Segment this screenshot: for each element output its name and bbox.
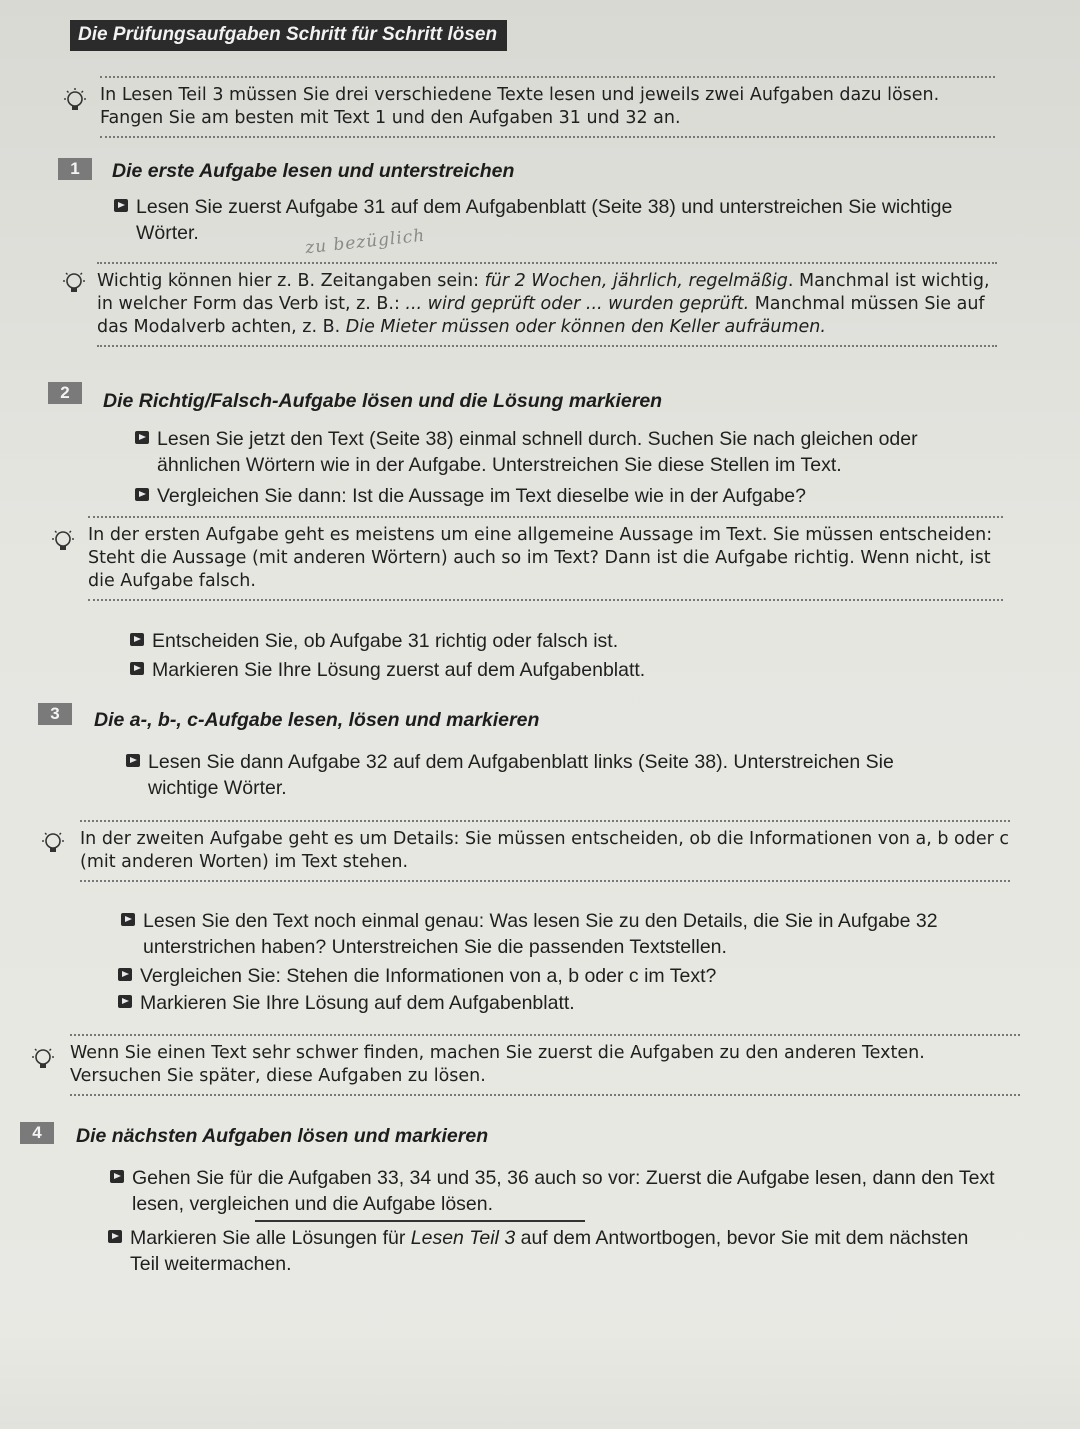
tip-intro (100, 76, 995, 138)
step-2-2 (157, 483, 957, 509)
section-title-3: Die a-, b-, c-Aufgabe lesen, lösen und markieren (94, 709, 540, 731)
tip-4-text: Wenn Sie einen Text sehr schwer finden, machen Sie zuerst die Aufgaben zu den anderen Texten. Versuchen Sie später, diese Aufgaben zu lösen. (70, 1043, 925, 1086)
tip-2-text: In der ersten Aufgabe geht es meistens um eine allgemeine Aussage im Text. Sie müssen entscheiden: Steht die Aussage (mit anderen Wörtern) auch so im Text? Dann ist die Aufgabe richtig. Wenn nicht, ist die Aufgabe falsch. (88, 525, 993, 591)
tip-1-part: Manchmal müssen Sie auf das Modalverb achten, z. B. (97, 294, 985, 337)
tip-3 (80, 820, 1010, 882)
step-1-1 (136, 194, 986, 246)
step-text: Markieren Sie Ihre Lösung auf dem Aufgabenblatt. (140, 992, 575, 1014)
step-2-3 (152, 628, 952, 654)
arrow-icon (110, 1170, 124, 1183)
arrow-icon (121, 913, 135, 926)
tip-3-text: In der zweiten Aufgabe geht es um Details: Sie müssen entscheiden, ob die Informationen von a, b oder c (mit anderen Worten) im Text stehen. (80, 829, 1009, 872)
tip-1-part: Wichtig können hier z. B. Zeitangaben sein: (97, 271, 485, 291)
step-text: Lesen Sie den Text noch einmal genau: Was lesen Sie zu den Details, die Sie in Aufgabe 32 unterstrichen haben? Unterstreichen Sie die passenden Textstellen. (143, 910, 938, 958)
arrow-icon (135, 488, 149, 501)
section-title-1: Die erste Aufgabe lesen und unterstreichen (112, 160, 515, 182)
handwritten-note: zu bezüglich (304, 225, 427, 259)
lightbulb-icon (40, 830, 66, 856)
tip-1-example: Die Mieter müssen oder können den Keller aufräumen. (345, 317, 826, 337)
tip-2 (88, 516, 1003, 601)
step-text: auf dem Antwortbogen, bevor Sie mit dem nächsten Teil weitermachen. (130, 1227, 969, 1275)
step-3-4 (140, 990, 990, 1016)
section-number-2: 2 (48, 382, 82, 404)
arrow-icon (126, 754, 140, 767)
arrow-icon (135, 431, 149, 444)
tip-1-text (97, 264, 997, 345)
lightbulb-icon (30, 1046, 56, 1072)
tip-1-example: für 2 Wochen, jährlich, regelmäßig (484, 271, 788, 291)
step-3-2 (143, 908, 993, 960)
step-3-3 (140, 963, 990, 989)
step-text: Markieren Sie alle Lösungen für (130, 1227, 411, 1249)
section-number-4: 4 (20, 1122, 54, 1144)
step-text: Lesen Sie jetzt den Text (Seite 38) einmal schnell durch. Suchen Sie nach gleichen oder ähnlichen Wörtern wie in der Aufgabe. Unterstreichen Sie diese Stellen im Text. (157, 428, 918, 476)
page-shadow (0, 1330, 1080, 1429)
arrow-icon (118, 968, 132, 981)
step-text: Gehen Sie für die Aufgaben 33, 34 und 35, 36 auch so vor: Zuerst die Aufgabe lesen, dann den Text lesen, vergleichen und die Aufgabe lösen. (132, 1167, 995, 1215)
arrow-icon (118, 995, 132, 1008)
step-text: Lesen Sie zuerst Aufgabe 31 auf dem Aufgabenblatt (Seite 38) und unterstreichen Sie wichtige Wörter. (136, 196, 953, 244)
step-4-1 (132, 1165, 1032, 1217)
tip-4 (70, 1034, 1020, 1096)
tip-1-example: ... wird geprüft oder ... wurden geprüft. (405, 294, 750, 314)
tip-intro-text: In Lesen Teil 3 müssen Sie drei verschiedene Texte lesen und jeweils zwei Aufgaben dazu lösen. Fangen Sie am besten mit Text 1 und den Aufgaben 31 und 32 an. (100, 85, 940, 128)
arrow-icon (108, 1230, 122, 1243)
step-2-1 (157, 426, 957, 478)
lightbulb-icon (50, 528, 76, 554)
step-text: Entscheiden Sie, ob Aufgabe 31 richtig oder falsch ist. (152, 630, 619, 652)
step-text: Vergleichen Sie dann: Ist die Aussage im Text dieselbe wie in der Aufgabe? (157, 485, 806, 507)
step-text: Vergleichen Sie: Stehen die Informationen von a, b oder c im Text? (140, 965, 717, 987)
section-title-4: Die nächsten Aufgaben lösen und markieren (76, 1125, 489, 1147)
arrow-icon (114, 199, 128, 212)
step-text: Markieren Sie Ihre Lösung zuerst auf dem Aufgabenblatt. (152, 659, 646, 681)
arrow-icon (130, 633, 144, 646)
pen-underline (255, 1220, 585, 1222)
arrow-icon (130, 662, 144, 675)
section-number-1: 1 (58, 158, 92, 180)
lightbulb-icon (61, 270, 87, 296)
step-text: Lesen Sie dann Aufgabe 32 auf dem Aufgabenblatt links (Seite 38). Unterstreichen Sie wichtige Wörter. (148, 751, 894, 799)
section-number-3: 3 (38, 703, 72, 725)
tip-1 (97, 262, 997, 347)
section-title-2: Die Richtig/Falsch-Aufgabe lösen und die Lösung markieren (103, 390, 663, 412)
lightbulb-icon (62, 88, 88, 114)
step-2-4 (152, 657, 952, 683)
step-4-2 (130, 1225, 1000, 1277)
page-title: Die Prüfungsaufgaben Schritt für Schritt lösen (70, 20, 507, 51)
tip-1-part: . Manchmal ist wichtig, in welcher Form das Verb ist, z. B.: (97, 271, 990, 314)
step-emphasis: Lesen Teil 3 (410, 1227, 516, 1249)
step-3-1 (148, 749, 948, 801)
